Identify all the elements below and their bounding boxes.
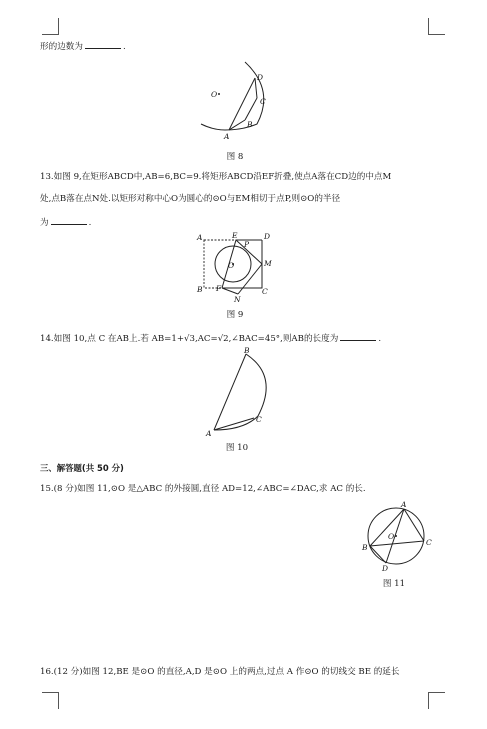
fig8-label-c: C — [260, 97, 266, 106]
fig11-side-bc — [370, 541, 424, 546]
fig8-label-d: D — [257, 73, 264, 82]
fig9-label-m: M — [264, 259, 272, 268]
fig9-label-b: B — [197, 285, 203, 294]
answer-blank[interactable] — [85, 40, 121, 49]
crop-mark-bottom-left — [42, 692, 59, 709]
fig11-label-d: D — [382, 564, 389, 573]
fig9-label-p: P — [244, 240, 250, 249]
figure-8-caption: 图 8 — [226, 152, 244, 162]
q16-line: 16.(12 分)如图 12,BE 是⊙O 的直径,A,D 是⊙O 上的两点,过点 A 作⊙O 的切线交 BE 的延长 — [40, 667, 400, 677]
fig11-side-ab — [370, 509, 404, 546]
fig8-line-bc — [245, 98, 257, 120]
figure-11 — [360, 500, 436, 572]
fig10-chord-ab — [214, 354, 246, 430]
crop-mark-top-left — [42, 18, 59, 35]
fig11-center-point — [395, 535, 397, 537]
q15-line: 15.(8 分)如图 11,⊙O 是△ABC 的外接圆,直径 AD=12,∠ABC=∠DAC,求 AC 的长. — [40, 484, 366, 494]
fig9-label-n: N — [234, 295, 241, 304]
figure-9-caption: 图 9 — [226, 310, 244, 320]
crop-mark-top-right — [428, 18, 445, 35]
figure-10 — [204, 346, 274, 438]
fig9-line-fn — [222, 288, 238, 294]
section-3-title: 三、解答题(共 50 分) — [40, 463, 124, 473]
q14-line: 14.如图 10,点 C 在AB上.若 AB=1+√3,AC=√2,∠BAC=45°,则AB的长度为 . — [40, 334, 382, 344]
fig11-label-b: B — [362, 543, 368, 552]
figure-11-caption: 图 11 — [382, 579, 406, 589]
fig11-side-ac — [404, 509, 424, 541]
q13-line-2: 处,点B落在点N处.以矩形对称中心O为圆心的⊙O与EM相切于点P,则⊙O的半径 — [40, 194, 341, 204]
q12-tail-line: 形的边数为 . — [40, 42, 126, 52]
answer-blank[interactable] — [340, 332, 376, 341]
figure-9 — [196, 232, 276, 304]
q13-line-3: 为 . — [40, 218, 92, 228]
crop-mark-bottom-right — [428, 692, 445, 709]
q12-tail-text: 形的边数为 — [40, 42, 83, 52]
fig11-label-o: O — [388, 532, 395, 541]
fig9-label-o: O — [228, 261, 235, 270]
fig9-label-a: A — [197, 233, 203, 242]
fig8-center-point — [218, 93, 220, 95]
fig11-line-bd — [370, 546, 386, 563]
fig8-label-b: B — [247, 120, 253, 129]
figure-8 — [195, 60, 285, 140]
answer-blank[interactable] — [51, 216, 87, 225]
fig9-label-d: D — [264, 232, 271, 241]
fig9-label-c: C — [262, 287, 268, 296]
fig11-label-a: A — [401, 500, 407, 509]
fig11-label-c: C — [426, 538, 432, 547]
fig9-label-f: F — [216, 284, 222, 293]
fig10-label-a: A — [206, 429, 212, 438]
fig9-label-e: E — [232, 231, 238, 240]
fig8-label-a: A — [224, 132, 230, 141]
q13-line-1: 13.如图 9,在矩形ABCD中,AB=6,BC=9.将矩形ABCD沿EF折叠,使点A落在CD边的中点M — [40, 172, 392, 182]
fig8-label-o: O — [211, 90, 218, 99]
fig10-label-c: C — [256, 415, 262, 424]
figure-10-caption: 图 10 — [225, 443, 249, 453]
fig10-label-b: B — [244, 346, 250, 355]
